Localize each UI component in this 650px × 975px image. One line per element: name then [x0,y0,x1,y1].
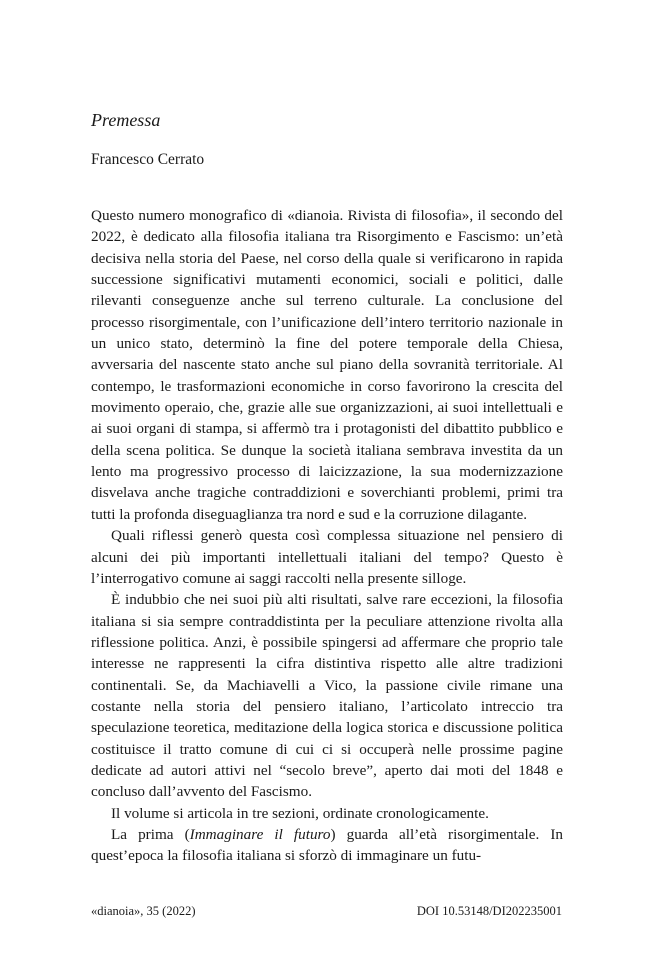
text-run: Il volume si articola in tre sezioni, ordinate cronologicamente. [111,804,489,822]
paragraph [91,803,563,824]
paragraph [91,205,563,525]
body-text [91,205,563,867]
text-run: Questo numero monografico di «dianoia. Rivista di filosofia», il secondo del 2022, è dedicato alla filosofia italiana tra Risorgimento e Fascismo: un’età decisiva nella storia del Paese, nel corso della quale si verificarono in rapida successione significativi mutamenti economici, sociali e politici, dalle rilevanti conseguenze anche sul terreno culturale. La conclusione del processo risorgimentale, con l’unificazione dell’intero territorio nazionale in un unico stato, determinò la fine del potere temporale della Chiesa, avversaria del nascente stato anche sul piano della sovranità territoriale. Al contempo, le trasformazioni economiche in corso favorirono la crescita del movimento operaio, che, grazie alle sue organizzazioni, ai suoi intellettuali e ai suoi organi di stampa, si affermò tra i protagonisti del dibattito pubblico e della scena politica. Se dunque la società italiana sembrava investita da un lento ma progressivo processo di laicizzazione, la sua modernizzazione disvelava anche tragiche contraddizioni e soverchianti problemi, primi tra tutti la profonda diseguaglianza tra nord e sud e la corruzione dilagante. [91,207,563,523]
text-run: ) guarda all’età risorgimentale. In quest’epoca la filosofia italiana si sforzò di immaginare un futu- [91,825,563,865]
author-name: Francesco Cerrato [91,151,205,168]
paragraph [91,589,563,802]
section-title: Premessa [91,110,161,130]
footer-journal-citation: «dianoia», 35 (2022) [91,904,196,918]
paragraph [91,525,563,589]
text-run: Quali riflessi generò questa così complessa situazione nel pensiero di alcuni dei più importanti intellettuali italiani del tempo? Questo è l’interrogativo comune ai saggi raccolti nella presente silloge. [91,527,563,587]
text-run: È indubbio che nei suoi più alti risultati, salve rare eccezioni, la filosofia italiana si sia sempre contraddistinta per la peculiare attenzione rivolta alla riflessione politica. Anzi, è possibile spingersi ad affermare che proprio tale interesse ne rappresenti la cifra distintiva rispetto alle altre tradizioni continentali. Se, da Machiavelli a Vico, la passione civile rimane una costante nella storia del pensiero italiano, l’articolato intreccio tra speculazione teoretica, meditazione della logica storica e discussione politica costituisce il tratto comune di cui ci si occuperà nelle prossime pagine dedicate ad autori attivi nel “secolo breve”, aperto dai moti del 1848 e concluso dall’avvento del Fascismo. [91,591,563,801]
footer-doi: DOI 10.53148/DI202235001 [416,904,562,918]
italic-title: Immaginare il futuro [189,825,331,843]
paragraph [91,824,563,867]
text-run: La prima ( [111,825,190,843]
